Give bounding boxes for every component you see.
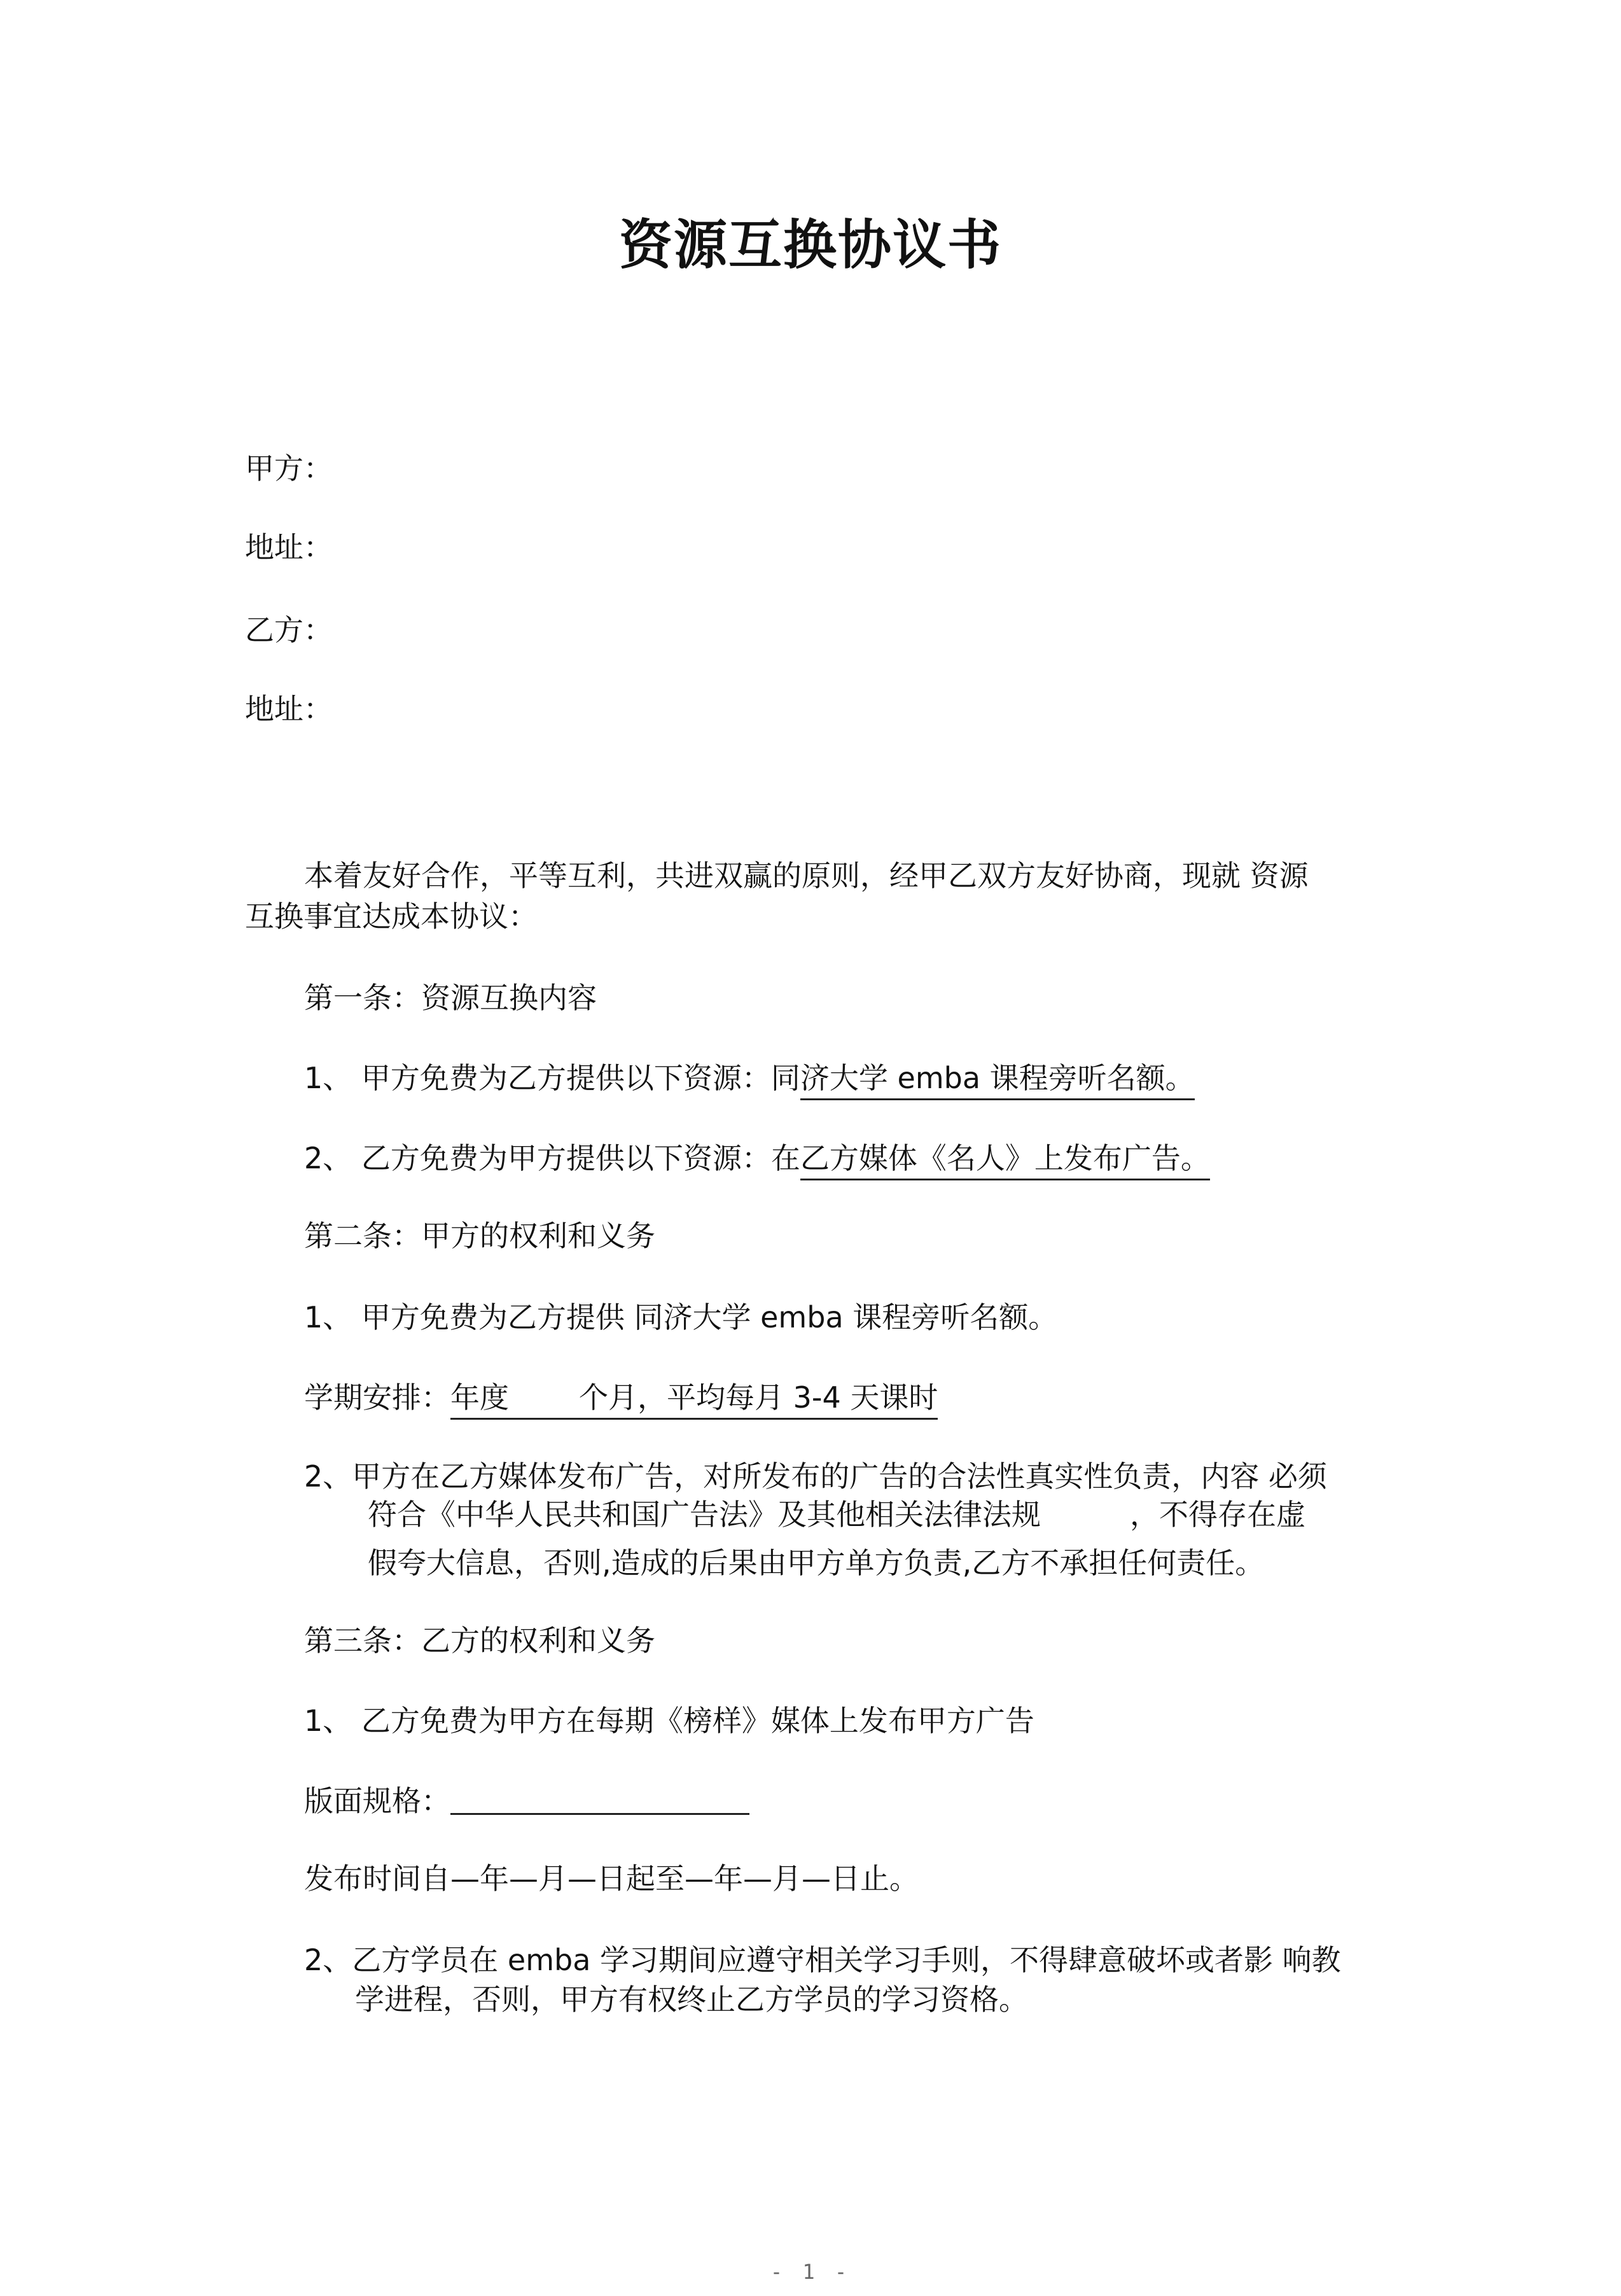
address-b-label: 地址：	[245, 692, 333, 726]
article-3-item-1: 1、 乙方免费为甲方在每期《榜样》媒体上发布甲方广告	[304, 1704, 1034, 1738]
article-2-item-1: 1、 甲方免费为乙方提供 同济大学 emba 课程旁听名额。	[304, 1300, 1058, 1334]
schedule-label: 学期安排：	[304, 1380, 450, 1415]
publish-time: 发布时间自—年—月—日起至—年—月—日止。	[304, 1861, 919, 1896]
article-1-item-2	[304, 1139, 1210, 1180]
article-1-item-1-underlined: 济大学 emba 课程旁听名额。	[800, 1059, 1195, 1100]
article-1-item-1	[304, 1059, 1195, 1100]
format-label: 版面规格：	[304, 1784, 450, 1818]
article-1-item-2-prefix: 2、 乙方免费为甲方提供以下资源：在	[304, 1141, 800, 1175]
article-1-item-1-prefix: 1、 甲方免费为乙方提供以下资源：同	[304, 1061, 800, 1095]
article-2-item-2-line-2a: 符合《中华人民共和国广告法》及其他相关法律法规	[368, 1497, 1041, 1532]
document-title: 资源互换协议书	[618, 214, 1002, 276]
article-1-item-2-underlined: 乙方媒体《名人》上发布广告。	[800, 1139, 1210, 1180]
schedule-year: 年度	[450, 1380, 509, 1415]
article-2-item-2-line-3: 假夸大信息，否则,造成的后果由甲方单方负责,乙方不承担任何责任。	[368, 1546, 1265, 1580]
page-number: - 1 -	[770, 2260, 851, 2284]
party-a-label: 甲方：	[245, 451, 333, 486]
intro-line-2: 互换事宜达成本协议：	[245, 899, 538, 934]
article-2-heading: 第二条：甲方的权利和义务	[304, 1219, 655, 1253]
schedule-months: 个月，平均每月 3-4 天课时	[579, 1380, 938, 1415]
address-a-label: 地址：	[245, 530, 333, 564]
article-3-item-2-line-2: 学进程，否则，甲方有权终止乙方学员的学习资格。	[355, 1982, 1028, 2017]
format-blank-line	[450, 1788, 749, 1815]
article-2-item-2-line-1: 2、甲方在乙方媒体发布广告，对所发布的广告的合法性真实性负责，内容 必须	[304, 1459, 1327, 1494]
article-2-item-2-line-2	[368, 1495, 1305, 1534]
format-line	[304, 1782, 749, 1820]
schedule-value	[450, 1378, 938, 1420]
article-2-item-2-line-2b: ，不得存在虚	[1130, 1497, 1305, 1532]
article-3-heading: 第三条：乙方的权利和义务	[304, 1623, 655, 1658]
article-3-item-2-line-1: 2、乙方学员在 emba 学习期间应遵守相关学习手则，不得肆意破坏或者影 响教	[304, 1943, 1341, 1977]
party-b-label: 乙方：	[245, 613, 333, 647]
intro-line-1: 本着友好合作，平等互利，共进双赢的原则，经甲乙双方友好协商，现就 资源	[304, 858, 1309, 893]
schedule-line	[304, 1378, 938, 1420]
article-1-heading: 第一条：资源互换内容	[304, 981, 597, 1015]
